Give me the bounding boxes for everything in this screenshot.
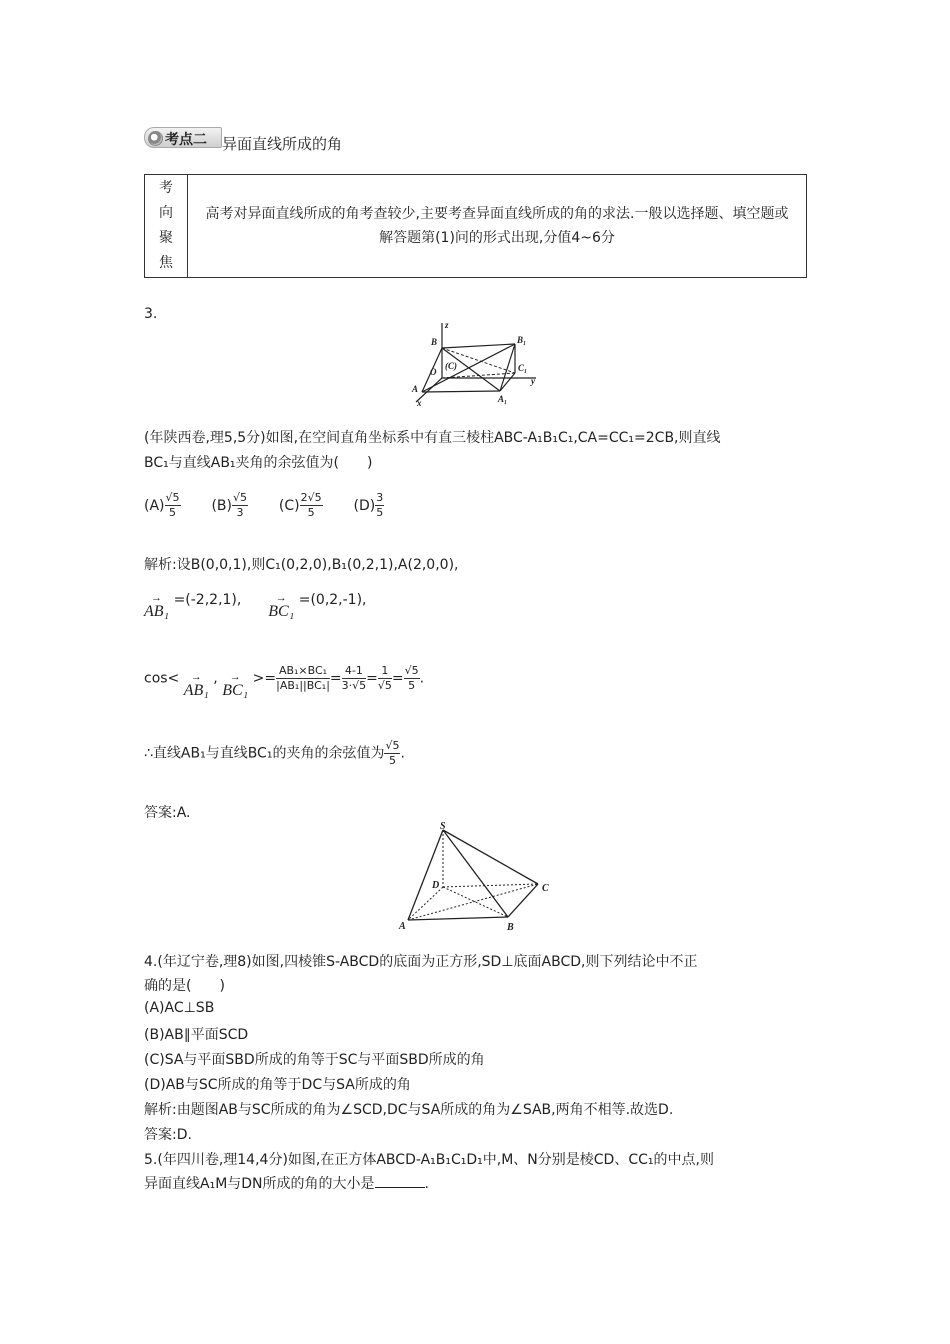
vector-ab1-value: =(-2,2,1), [173, 592, 242, 608]
cos-fraction-4: $\frac{√5}{5}$ [404, 664, 419, 692]
focus-label [145, 175, 188, 278]
focus-label-char: 考 [159, 180, 173, 196]
cos-fraction-2: $\frac{4-1}{3\cdot√5}$ [341, 664, 367, 692]
label-c: (C) [445, 361, 457, 371]
option-b: (B) $\frac{√5}{3}$ [211, 491, 247, 519]
answer-blank[interactable] [375, 1175, 425, 1188]
label-s: S [440, 821, 446, 832]
label-y: y [531, 376, 535, 386]
vector-bc1: → BC₁ [222, 670, 249, 699]
vector-bc1: → BC₁ [268, 592, 295, 620]
vector-ab1: → AB₁ [144, 592, 170, 620]
q5-stem-line1: 5.(年四川卷,理14,4分)如图,在正方体ABCD-A₁B₁C₁D₁中,M、N分别是棱CD、CC₁的中点,则 [144, 1152, 714, 1168]
focus-label-char: 聚 [159, 230, 173, 246]
q3-options [144, 491, 384, 520]
label-b: B [507, 922, 514, 933]
q3-conclusion: ∴直线AB₁与直线BC₁的夹角的余弦值为 $\frac{√5}{5}$ . [144, 739, 405, 767]
q4-option-d: (D)AB与SC所成的角等于DC与SA所成的角 [144, 1077, 411, 1093]
q3-number: 3. [144, 306, 158, 322]
conclusion-text: ∴直线AB₁与直线BC₁的夹角的余弦值为 [144, 745, 385, 762]
q3-solution-line1: 解析:设B(0,0,1),则C₁(0,2,0),B₁(0,2,1),A(2,0,0), [144, 557, 459, 573]
focus-box [144, 174, 807, 278]
label-c: C [542, 883, 549, 894]
q3-stem-line1: (年陕西卷,理5,5分)如图,在空间直角坐标系中有直三棱柱ABC-A₁B₁C₁,CA=CC₁=2CB,则直线 [144, 430, 721, 446]
focus-label-char: 焦 [159, 255, 173, 271]
section-badge-label: 考点二 [165, 132, 207, 148]
q4-stem-line1: 4.(年辽宁卷,理8)如图,四棱锥S-ABCD的底面为正方形,SD⊥底面ABCD,则下列结论中不正 [144, 954, 698, 970]
pyramid-figure [396, 820, 556, 935]
vector-ab1: → AB₁ [183, 670, 209, 699]
label-x: x [417, 398, 422, 408]
cos-fraction-3: $\frac{1}{√5}$ [377, 664, 392, 692]
label-o: O [430, 367, 437, 377]
conclusion-fraction: $\frac{√5}{5}$ [385, 739, 400, 767]
label-c1: C₁ [518, 363, 528, 373]
section-title: 异面直线所成的角 [222, 135, 343, 153]
section-badge [144, 127, 222, 148]
q4-option-c: (C)SA与平面SBD所成的角等于SC与平面SBD所成的角 [144, 1052, 485, 1068]
label-b1: B₁ [517, 335, 527, 345]
q3-vectors [144, 592, 367, 618]
prism-figure [410, 318, 545, 408]
q3-cos-formula: cos< → AB₁ , → BC₁ >= $\frac{\text{AB₁×BC₁}}{\text{|AB₁||BC₁|}}$ = $\frac{4-1}{3\cdot√5}$ = $\frac{1}{√5}$ = $\frac{√5}{5}$ . [144, 664, 425, 699]
vector-bc1-value: =(0,2,-1), [298, 592, 367, 608]
option-d: (D) $\frac{3}{5}$ [353, 491, 384, 519]
bullet-icon [148, 131, 163, 146]
cos-fraction-1: $\frac{\text{AB₁×BC₁}}{\text{|AB₁||BC₁|}}$ [276, 664, 330, 692]
option-a: (A) $\frac{√5}{5}$ [144, 491, 180, 519]
label-a: A [412, 384, 419, 394]
q5-stem-line2: 异面直线A₁M与DN所成的角的大小是 . [144, 1176, 429, 1192]
q4-option-b: (B)AB∥平面SCD [144, 1027, 249, 1043]
focus-label-char: 向 [159, 205, 173, 221]
option-c: (C) $\frac{2√5}{5}$ [278, 491, 322, 519]
q4-solution: 解析:由题图AB与SC所成的角为∠SCD,DC与SA所成的角为∠SAB,两角不相等.故选D. [144, 1102, 674, 1118]
focus-content: 高考对异面直线所成的角考查较少,主要考查异面直线所成的角的求法.一般以选择题、填空题或解答题第(1)问的形式出现,分值4~6分 [188, 175, 807, 278]
label-a1: A₁ [498, 394, 508, 404]
label-a: A [399, 921, 406, 932]
cos-prefix: cos< [144, 670, 180, 687]
label-b: B [431, 337, 438, 347]
label-d: D [432, 880, 440, 891]
q4-answer: 答案:D. [144, 1127, 192, 1143]
q4-option-a: (A)AC⊥SB [144, 1000, 215, 1016]
q3-stem-line2: BC₁与直线AB₁夹角的余弦值为( ) [144, 455, 373, 471]
q3-answer: 答案:A. [144, 805, 191, 821]
label-z: z [445, 320, 449, 330]
q4-stem-line2: 确的是( ) [144, 978, 225, 994]
